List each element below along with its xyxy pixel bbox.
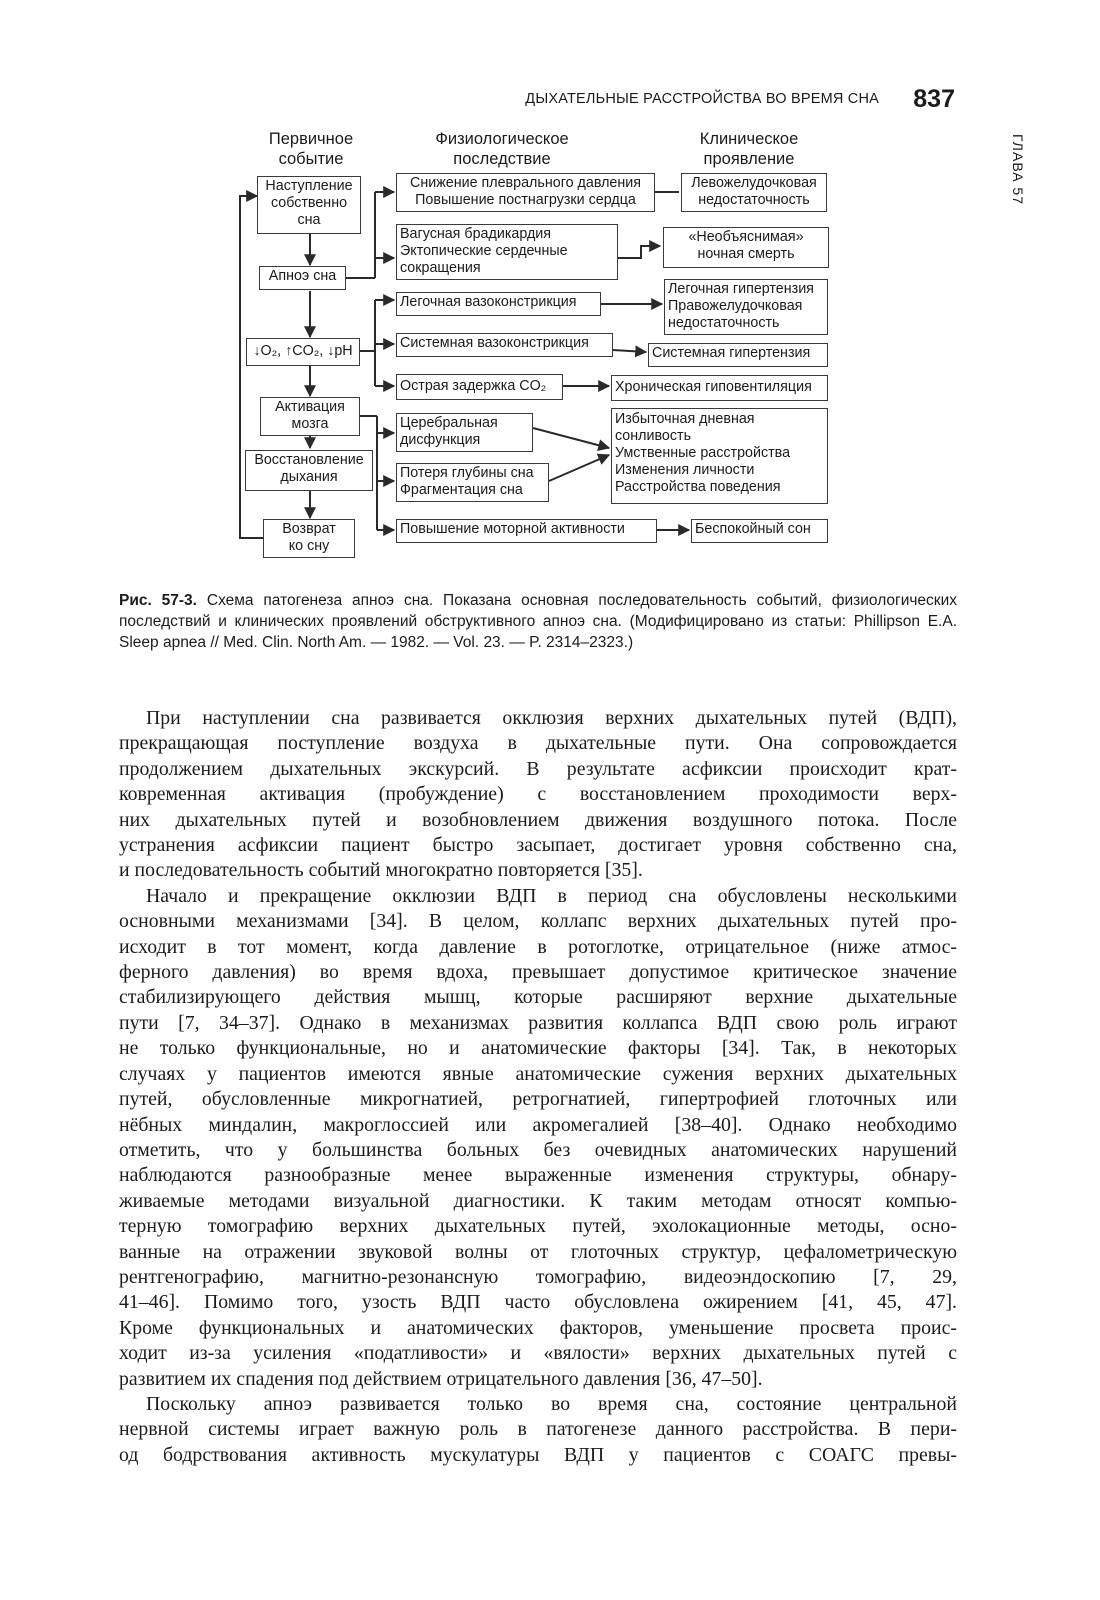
box-restless-sleep: Беспокойный сон xyxy=(691,519,828,543)
page-number: 837 xyxy=(913,85,955,113)
text-line: отметить, что у большинства больных без очевидных анатомических нарушений xyxy=(119,1138,957,1161)
box-motor-activity: Повышение моторной активности xyxy=(396,519,657,543)
text-line: терную томографию верхних дыхательных путей, эхолокационные методы, осно- xyxy=(119,1215,957,1238)
pathogenesis-flowchart xyxy=(0,0,1100,590)
text-line: стабилизирующего действия мышц, которые расширяют верхние дыхательные xyxy=(119,986,957,1009)
text-line: ванные на отражении звуковой волны от глоточных структур, цефалометрическую xyxy=(119,1240,957,1263)
box-sleep-apnea: Апноэ сна xyxy=(259,266,346,290)
box-return-to-sleep: Возврат ко сну xyxy=(263,519,355,558)
column-heading-primary: Первичное событие xyxy=(268,130,354,168)
box-blood-gases: ↓O₂, ↑CO₂, ↓pH xyxy=(246,338,360,366)
figure-label: Рис. 57-3. xyxy=(119,592,197,609)
body-text xyxy=(119,706,957,1468)
text-line: и последовательность событий многократно повторяется [35]. xyxy=(119,859,643,882)
text-line: основными механизмами [34]. В целом, коллапс верхних дыхательных путей про- xyxy=(119,910,957,933)
paragraph-2 xyxy=(119,884,957,1392)
box-vagal-bradycardia: Вагусная брадикардия Эктопические сердечные сокращения xyxy=(396,224,618,280)
text-line: устранения асфиксии пациент быстро засыпает, достигает уровня собственно сна, xyxy=(119,834,957,857)
figure-caption-text: Схема патогенеза апноэ сна. Показана основная последовательность событий, физиологических последствий и клинических проявлений обструктивного апноэ сна. (Модифицировано из статьи: Phillipson E.A. Sleep apnea // Med. Clin. North Am. — 1982. — Vol. 23. — P. 2314–2323.) xyxy=(119,592,957,651)
box-acute-co2-retention: Острая задержка CO₂ xyxy=(396,374,563,400)
text-line: путей, обусловленные микрогнатией, ретрогнатией, гипертрофией глоточных или xyxy=(119,1088,957,1111)
box-nocturnal-death: «Необъяснимая» ночная смерть xyxy=(663,227,829,268)
box-systemic-vasoconstriction: Системная вазоконстрикция xyxy=(396,333,613,357)
box-pulmonary-hypertension: Легочная гипертензия Правожелудочковая недостаточность xyxy=(664,279,828,335)
paragraph-3 xyxy=(119,1392,957,1468)
chapter-tab: ГЛАВА 57 xyxy=(1010,134,1026,205)
running-head-title: ДЫХАТЕЛЬНЫЕ РАССТРОЙСТВА ВО ВРЕМЯ СНА xyxy=(525,91,879,107)
box-chronic-hypoventilation: Хроническая гиповентиляция xyxy=(611,375,828,401)
text-line: 41–46]. Помимо того, узость ВДП часто обусловлена ожирением [41, 45, 47]. xyxy=(119,1291,957,1314)
box-cerebral-dysfunction: Церебральная дисфункция xyxy=(396,413,533,452)
text-line: наблюдаются разнообразные менее выраженные изменения структуры, обнару- xyxy=(119,1164,957,1187)
text-line: живаемые методами визуальной диагностики. К таким методам относят компью- xyxy=(119,1189,957,1212)
text-line: ферного давления) во время вдоха, превышает допустимое критическое значение xyxy=(119,961,957,984)
text-line: пути [7, 34–37]. Однако в механизмах развития коллапса ВДП свою роль играют xyxy=(119,1011,957,1034)
box-brain-arousal: Активация мозга xyxy=(260,397,360,436)
text-line: ходит из-за усиления «податливости» и «вялости» верхних дыхательных путей с xyxy=(119,1342,957,1365)
text-line: При наступлении сна развивается окклюзия верхних дыхательных путей (ВДП), xyxy=(146,707,957,729)
text-line: нервной системы играет важную роль в патогенезе данного расстройства. В пери- xyxy=(119,1418,957,1441)
box-daytime-sleepiness: Избыточная дневная сонливость Умственные расстройства Изменения личности Расстройства поведения xyxy=(611,408,828,504)
column-heading-clinical: Клиническое проявление xyxy=(699,130,799,168)
text-line: Начало и прекращение окклюзии ВДП в период сна обусловлены несколькими xyxy=(146,884,957,907)
box-sleep-fragmentation: Потеря глубины сна Фрагментация сна xyxy=(396,463,549,502)
box-breathing-recovery: Восстановление дыхания xyxy=(245,450,373,491)
text-line: рентгенографию, магнитно-резонансную томографию, видеоэндоскопию [7, 29, xyxy=(119,1265,957,1288)
text-line: од бодрствования активность мускулатуры ВДП у пациентов с СОАГС превы- xyxy=(119,1443,957,1466)
text-line: не только функциональные, но и анатомические факторы [34]. Так, в некоторых xyxy=(119,1037,957,1060)
column-heading-physiological: Физиологическое последствие xyxy=(435,130,569,168)
text-line: прекращающая поступление воздуха в дыхательные пути. Она сопровождается xyxy=(119,732,957,755)
text-line: Кроме функциональных и анатомических факторов, уменьшение просвета проис- xyxy=(119,1316,957,1339)
text-line: развитием их спадения под действием отрицательного давления [36, 47–50]. xyxy=(119,1367,763,1390)
paragraph-1 xyxy=(119,706,957,884)
text-line: них дыхательных путей и возобновлением движения воздушного потока. После xyxy=(119,808,957,831)
box-pulmonary-vasoconstriction: Легочная вазоконстрикция xyxy=(396,292,601,316)
text-line: Поскольку апноэ развивается только во время сна, состояние центральной xyxy=(146,1392,957,1415)
figure-caption xyxy=(119,590,957,653)
text-line: нёбных миндалин, макроглоссией или акромегалией [38–40]. Однако необходимо xyxy=(119,1113,957,1136)
text-line: исходит в тот момент, когда давление в ротоглотке, отрицательное (ниже атмос- xyxy=(119,935,957,958)
box-pleural-pressure: Снижение плеврального давления Повышение постнагрузки сердца xyxy=(396,173,655,212)
text-line: продолжением дыхательных экскурсий. В результате асфиксии происходит крат- xyxy=(119,757,957,780)
text-line: ковременная активация (пробуждение) с восстановлением проходимости верх- xyxy=(119,783,957,806)
text-line: случаях у пациентов имеются явные анатомические сужения верхних дыхательных xyxy=(119,1062,957,1085)
box-systemic-hypertension: Системная гипертензия xyxy=(648,343,828,367)
box-sleep-onset: Наступление собственно сна xyxy=(257,176,361,234)
box-lv-failure: Левожелудочковая недостаточность xyxy=(681,173,827,212)
